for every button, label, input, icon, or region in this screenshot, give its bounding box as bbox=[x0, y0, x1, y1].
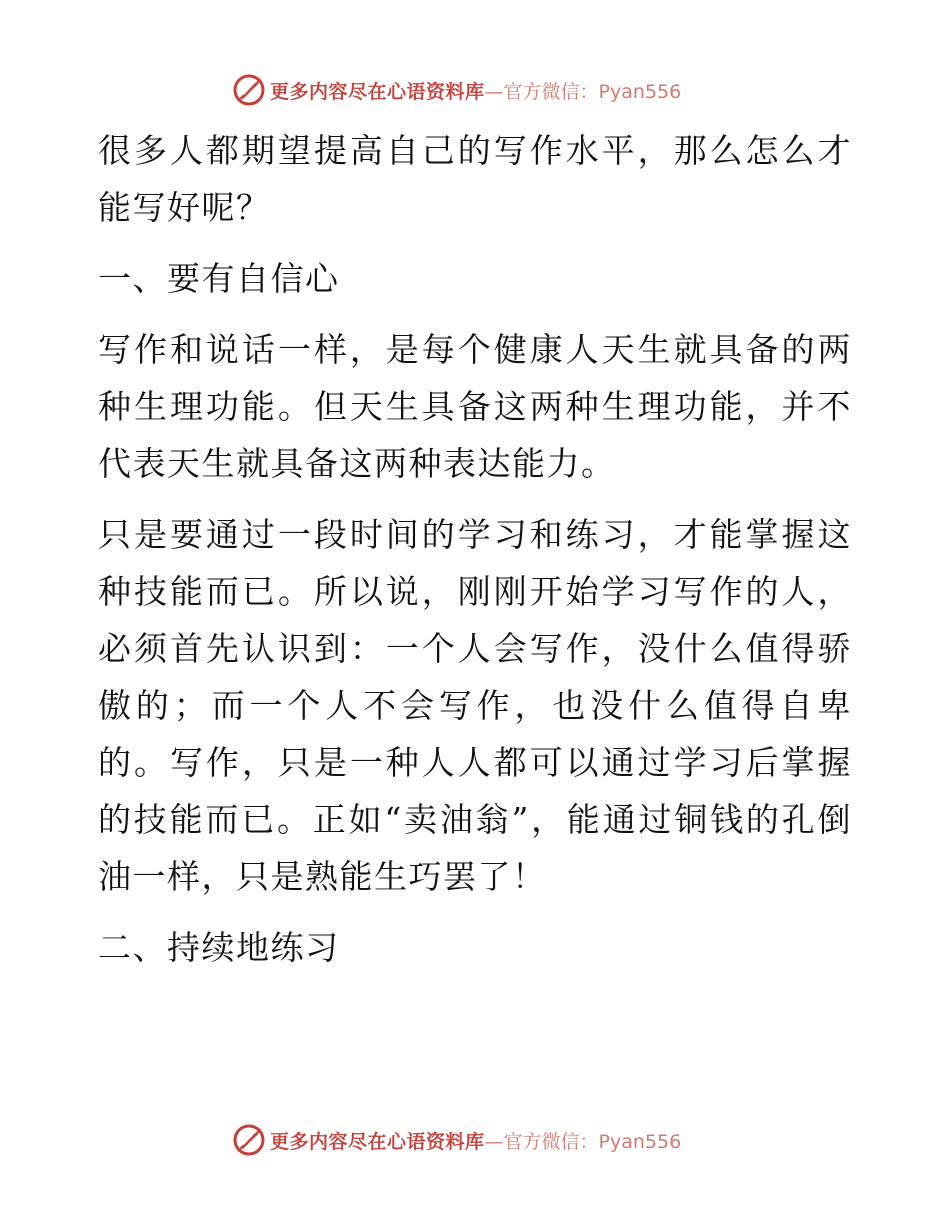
banner-wechat-text: —官方微信：Pyan556 bbox=[484, 1130, 682, 1153]
banner-wechat-text: —官方微信：Pyan556 bbox=[484, 80, 682, 103]
quill-logo-icon bbox=[232, 73, 266, 107]
body-paragraph: 写作和说话一样，是每个健康人天生就具备的两种生理功能。但天生具备这两种生理功能，并不代表天生就具备这两种表达能力。 bbox=[98, 330, 852, 483]
intro-paragraph: 很多人都期望提高自己的写作水平，那么怎么才能写好呢？ bbox=[98, 131, 852, 227]
banner-site-text: 更多内容尽在心语资料库 bbox=[270, 1130, 485, 1153]
body-paragraph: 只是要通过一段时间的学习和练习，才能掌握这种技能而已。所以说，刚刚开始学习写作的人，必须首先认识到：一个人会写作，没什么值得骄傲的；而一个人不会写作，也没什么值得自卑的。写作，只是一种人人都可以通过学习后掌握的技能而已。正如“卖油翁”，能通过铜钱的孔倒油一样，只是熟能生巧罢了！ bbox=[98, 515, 852, 896]
document-body bbox=[98, 122, 852, 976]
section-heading-1: 一、要有自信心 bbox=[98, 259, 340, 298]
quill-logo-icon bbox=[232, 1123, 266, 1157]
header-banner bbox=[232, 73, 681, 107]
section-heading-2: 二、持续地练习 bbox=[98, 928, 340, 967]
banner-site-text: 更多内容尽在心语资料库 bbox=[270, 80, 485, 103]
footer-banner bbox=[232, 1123, 681, 1157]
